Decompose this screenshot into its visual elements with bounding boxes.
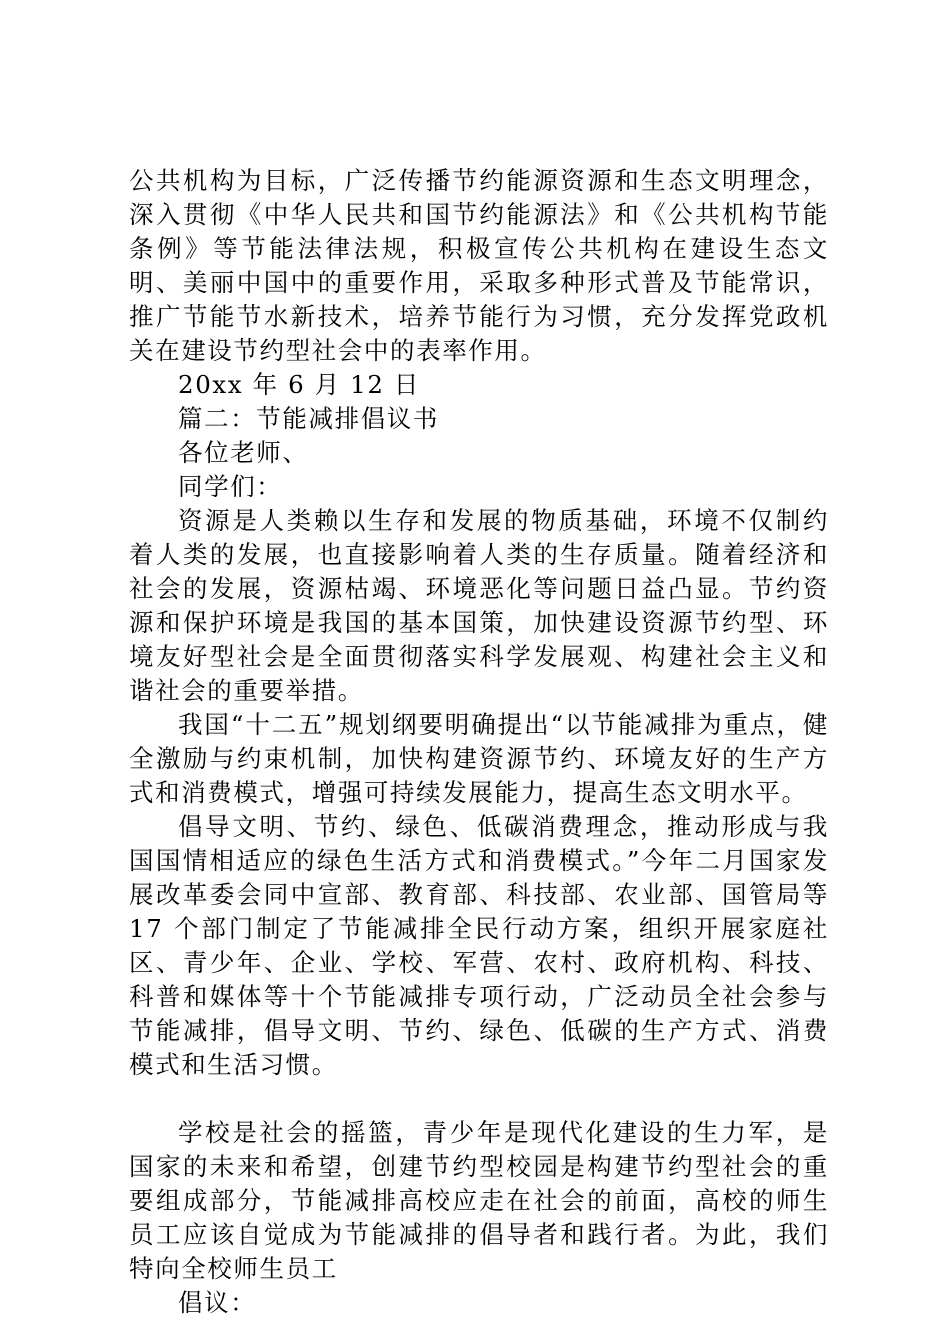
body-paragraph-action: 倡导文明、节约、绿色、低碳消费理念，推动形成与我国国情相适应的绿色生活方式和消费模式。”今年二月国家发展改革委会同中宣部、教育部、科技部、农业部、国管局等 17 个部门制定了节能减排全民行动方案，组织开展家庭社区、青少年、企业、学校、军营、农村、政府机构、科技、科普和媒体等十个节能减排专项行动，广泛动员全社会参与节能减排，倡导文明、节约、绿色、低碳的生产方式、消费模式和生活习惯。 <box>129 812 829 1079</box>
body-paragraph-plan: 我国“十二五”规划纲要明确提出“以节能减排为重点，健全激励与约束机制，加快构建资源节约、环境友好的生产方式和消费模式，增强可持续发展能力，提高生态文明水平。 <box>129 710 829 807</box>
proposal-heading: 倡议： <box>178 1288 257 1317</box>
salutation-students: 同学们： <box>178 472 283 501</box>
document-body <box>129 164 829 1320</box>
body-paragraph-continuation: 公共机构为目标，广泛传播节约能源资源和生态文明理念，深入贯彻《中华人民共和国节约能源法》和《公共机构节能条例》等节能法律法规，积极宣传公共机构在建设生态文明、美丽中国中的重要作用，采取多种形式普及节能常识，推广节能节水新技术，培养节能行为习惯，充分发挥党政机关在建设节约型社会中的表率作用。 <box>129 166 829 365</box>
body-paragraph-school: 学校是社会的摇篮，青少年是现代化建设的生力军，是国家的未来和希望，创建节约型校园是构建节约型社会的重要组成部分，节能减排高校应走在社会的前面，高校的师生员工应该自觉成为节能减排的倡导者和践行者。为此，我们特向全校师生员工 <box>129 1118 829 1283</box>
date-line: 20xx 年 6 月 12 日 <box>178 370 421 399</box>
salutation-teachers: 各位老师、 <box>178 438 309 467</box>
section-title: 篇二：节能减排倡议书 <box>178 404 439 433</box>
body-paragraph-resources: 资源是人类赖以生存和发展的物质基础，环境不仅制约着人类的发展，也直接影响着人类的生存质量。随着经济和社会的发展，资源枯竭、环境恶化等问题日益凸显。节约资源和保护环境是我国的基本国策，加快建设资源节约型、环境友好型社会是全面贯彻落实科学发展观、构建社会主义和谐社会的重要举措。 <box>129 506 829 705</box>
paragraph-gap <box>129 1082 829 1116</box>
